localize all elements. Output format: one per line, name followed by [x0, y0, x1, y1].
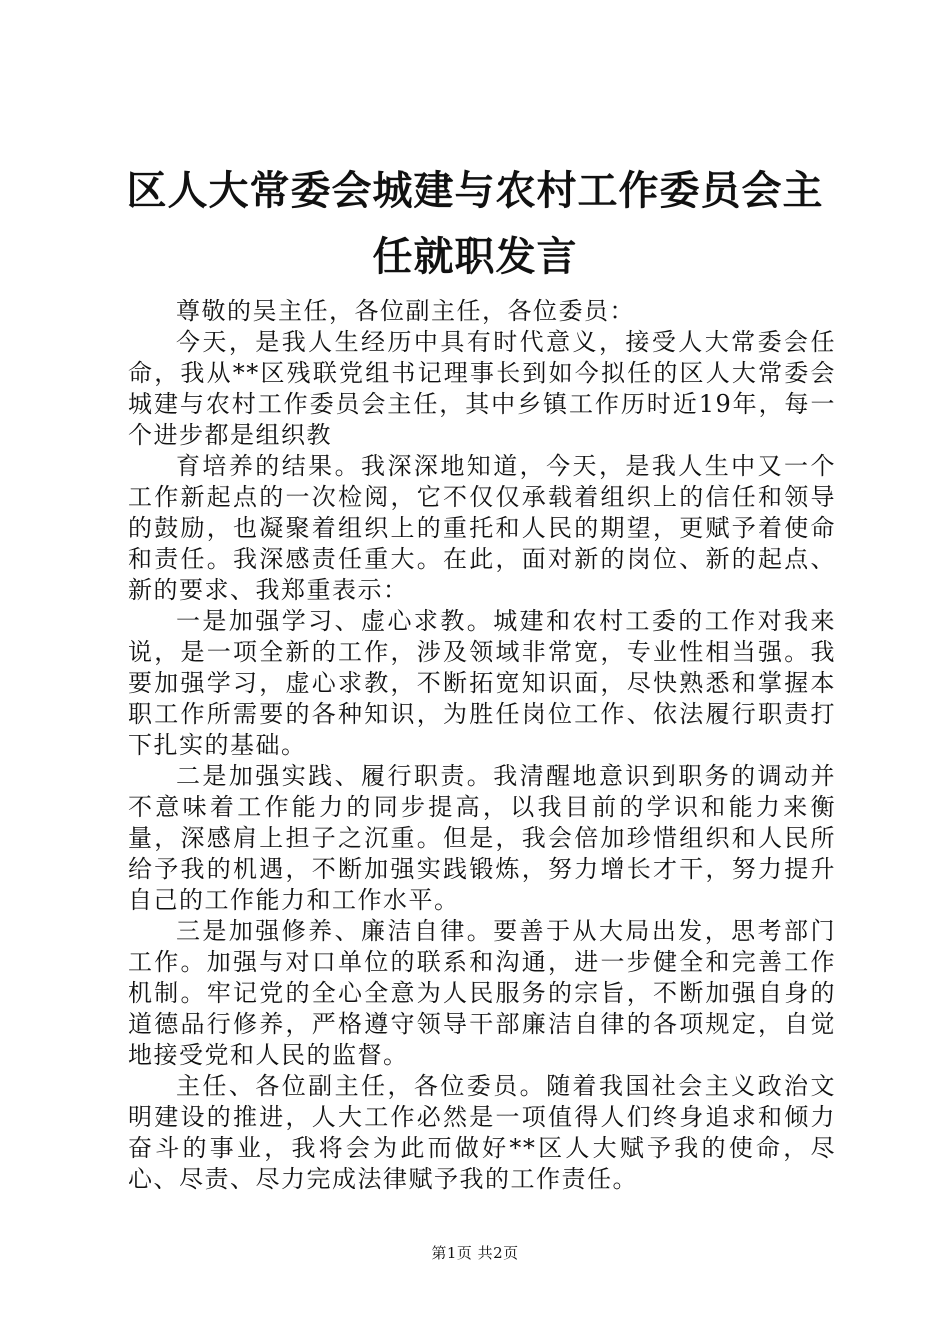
document-title: 区人大常委会城建与农村工作委员会主任就职发言 — [126, 167, 824, 280]
page-number-footer: 第1页 共2页 — [431, 1244, 519, 1262]
paragraph-point-three: 三是加强修养、廉洁自律。要善于从大局出发，思考部门工作。加强与对口单位的联系和沟通，进一步健全和完善工作机制。牢记党的全心全意为人民服务的宗旨，不断加强自身的道德品行修养，严格遵守领导干部廉洁自律的各项规定，自觉地接受党和人民的监督。 — [128, 917, 836, 1069]
paragraph-point-two: 二是加强实践、履行职责。我清醒地意识到职务的调动并不意味着工作能力的同步提高，以我目前的学识和能力来衡量，深感肩上担子之沉重。但是，我会倍加珍惜组织和人民所给予我的机遇，不断加强实践锻炼，努力增长才干，努力提升自己的工作能力和工作水平。 — [128, 762, 836, 914]
paragraph-responsibility: 育培养的结果。我深深地知道，今天，是我人生中又一个工作新起点的一次检阅，它不仅仅承载着组织上的信任和领导的鼓励，也凝聚着组织上的重托和人民的期望，更赋予着使命和责任。我深感责任重大。在此，面对新的岗位、新的起点、新的要求、我郑重表示： — [128, 452, 836, 604]
document-body — [128, 296, 836, 1195]
paragraph-salutation: 尊敬的吴主任，各位副主任，各位委员： — [176, 297, 635, 325]
paragraph-closing: 主任、各位副主任，各位委员。随着我国社会主义政治文明建设的推进，人大工作必然是一项值得人们终身追求和倾力奋斗的事业，我将会为此而做好**区人大赋予我的使命，尽心、尽责、尽力完成法律赋予我的工作责任。 — [128, 1072, 836, 1193]
paragraph-point-one: 一是加强学习、虚心求教。城建和农村工委的工作对我来说，是一项全新的工作，涉及领域非常宽，专业性相当强。我要加强学习，虚心求教，不断拓宽知识面，尽快熟悉和掌握本职工作所需要的各种知识，为胜任岗位工作、依法履行职责打下扎实的基础。 — [128, 607, 836, 759]
paragraph-intro: 今天，是我人生经历中具有时代意义，接受人大常委会任命，我从**区残联党组书记理事长到如今拟任的区人大常委会城建与农村工作委员会主任，其中乡镇工作历时近19年，每一个进步都是组织教 — [128, 328, 836, 449]
